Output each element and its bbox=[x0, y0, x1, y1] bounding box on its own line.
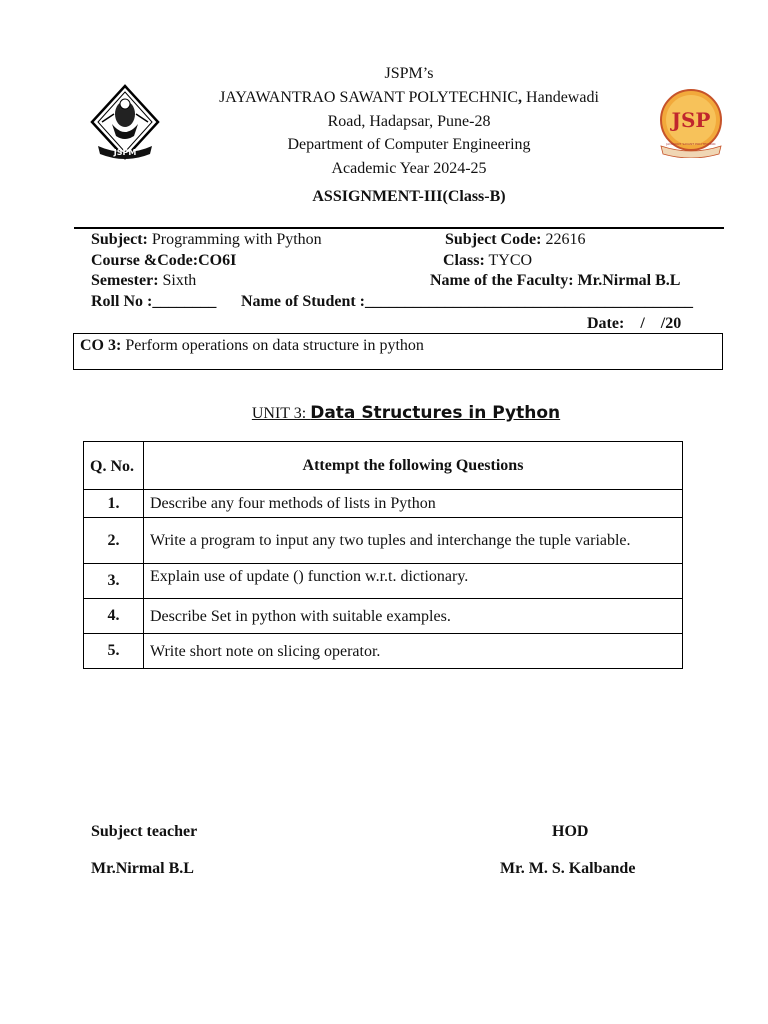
hod-label: HOD bbox=[552, 823, 589, 840]
question-number: 5. bbox=[84, 634, 144, 669]
subject-teacher-name: Mr.Nirmal B.L bbox=[91, 860, 194, 877]
course-code: Course &Code:CO6I bbox=[91, 252, 237, 269]
semester-label: Semester: bbox=[91, 272, 159, 289]
unit-name: Data Structures in Python bbox=[310, 403, 561, 423]
logo-right-text: JSP bbox=[671, 108, 711, 132]
table-row bbox=[84, 490, 683, 518]
subject-teacher-label: Subject teacher bbox=[91, 823, 198, 840]
header-title: Attempt the following Questions bbox=[144, 442, 683, 490]
question-text-content: Describe any four methods of lists in Python bbox=[150, 495, 436, 512]
roll-no-field: Roll No :________ bbox=[91, 293, 217, 310]
question-text-content: Write a program to input any two tuples and interchange the tuple variable. bbox=[150, 532, 631, 549]
questions-table bbox=[83, 441, 683, 669]
subject-label: Subject: bbox=[91, 231, 148, 248]
subject-line bbox=[91, 231, 322, 249]
logo-left-text: JSPM bbox=[113, 148, 137, 157]
unit-title bbox=[0, 403, 768, 423]
question-text bbox=[144, 490, 683, 518]
date-field: Date: / /20 bbox=[587, 315, 682, 332]
subject-code-value: 22616 bbox=[541, 231, 586, 248]
logo-right-tagline: JAYAWANT SAVANT POLYTECHNIC bbox=[666, 142, 716, 146]
table-header-row bbox=[84, 442, 683, 490]
question-text-content: Write short note on slicing operator. bbox=[150, 642, 381, 660]
question-text bbox=[144, 518, 683, 564]
question-number: 4. bbox=[84, 599, 144, 634]
question-number: 1. bbox=[84, 490, 144, 518]
subject-code-line bbox=[445, 231, 585, 249]
semester-value: Sixth bbox=[158, 272, 197, 289]
subject-code-label: Subject Code: bbox=[445, 231, 542, 248]
table-row bbox=[84, 599, 683, 634]
co-label: CO 3: bbox=[80, 337, 122, 354]
question-number: 3. bbox=[84, 564, 144, 599]
student-name-field: Name of Student :_________________________________________ bbox=[241, 293, 693, 310]
class-label: Class: bbox=[443, 252, 485, 269]
faculty-name: Name of the Faculty: Mr.Nirmal B.L bbox=[430, 272, 681, 289]
college-address: Road, Hadapsar, Pune-28 bbox=[327, 113, 491, 130]
question-number: 2. bbox=[84, 518, 144, 564]
subject-value: Programming with Python bbox=[147, 231, 322, 248]
hod-name: Mr. M. S. Kalbande bbox=[500, 860, 636, 877]
college-name: JAYAWANTRAO SAWANT POLYTECHNIC bbox=[219, 89, 519, 106]
table-row bbox=[84, 634, 683, 669]
question-text-content: Explain use of update () function w.r.t. dictionary. bbox=[150, 568, 469, 585]
department-name: Department of Computer Engineering bbox=[287, 136, 531, 153]
class-line bbox=[443, 252, 532, 270]
org-name: JSPM’s bbox=[384, 65, 434, 82]
question-text bbox=[144, 634, 683, 669]
header-divider bbox=[74, 227, 724, 229]
assignment-title: ASSIGNMENT-III(Class-B) bbox=[312, 188, 506, 205]
semester-line bbox=[91, 272, 196, 290]
unit-prefix: UNIT 3: bbox=[251, 405, 311, 422]
question-text bbox=[144, 599, 683, 634]
table-row bbox=[84, 564, 683, 599]
college-name-line bbox=[0, 89, 768, 107]
college-name-comma: , bbox=[518, 89, 523, 106]
class-value: TYCO bbox=[484, 252, 533, 269]
table-row bbox=[84, 518, 683, 564]
academic-year: Academic Year 2024-25 bbox=[331, 160, 487, 177]
course-outcome-box bbox=[73, 333, 723, 370]
question-text bbox=[144, 564, 683, 599]
header-qno: Q. No. bbox=[84, 442, 144, 490]
co-text: Perform operations on data structure in python bbox=[121, 337, 424, 354]
question-text-content: Describe Set in python with suitable examples. bbox=[150, 607, 451, 625]
college-location: Handewadi bbox=[522, 89, 599, 106]
